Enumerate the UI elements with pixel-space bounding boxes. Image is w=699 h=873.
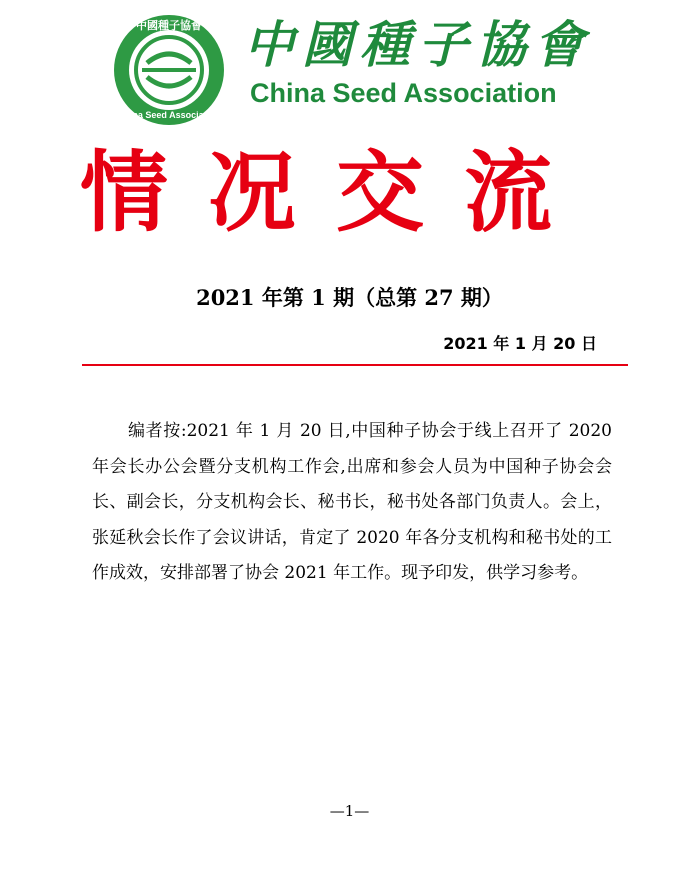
- issue-number: 2021 年第 1 期（总第 27 期）: [196, 285, 503, 310]
- logo-sub-text: China Seed Association: [117, 110, 221, 120]
- logo-ring-text: 中國種子協會: [136, 19, 202, 32]
- brand-name-english: China Seed Association: [250, 78, 557, 108]
- red-divider-line: [82, 364, 628, 366]
- brand-name-chinese: 中國種子協會: [244, 15, 592, 74]
- page-number: —1—: [329, 802, 370, 820]
- seed-logo-icon: [112, 13, 226, 127]
- issue-date: 2021 年 1 月 20 日: [443, 334, 597, 353]
- china-seed-association-logo: [112, 13, 226, 127]
- document-title: 情况交流: [80, 141, 593, 244]
- editor-note-paragraph: 编者按:2021 年 1 月 20 日,中国种子协会于线上召开了 2020 年会长办公会暨分支机构工作会,出席和参会人员为中国种子协会会长、副会长，分支机构会长、秘书长，秘书处各部门负责人。会上，张延秋会长作了会议讲话，肯定了 2020 年各分支机构和秘书处的工作成效，安排部署了协会 2021 年工作。现予印发，供学习参考。: [92, 421, 612, 583]
